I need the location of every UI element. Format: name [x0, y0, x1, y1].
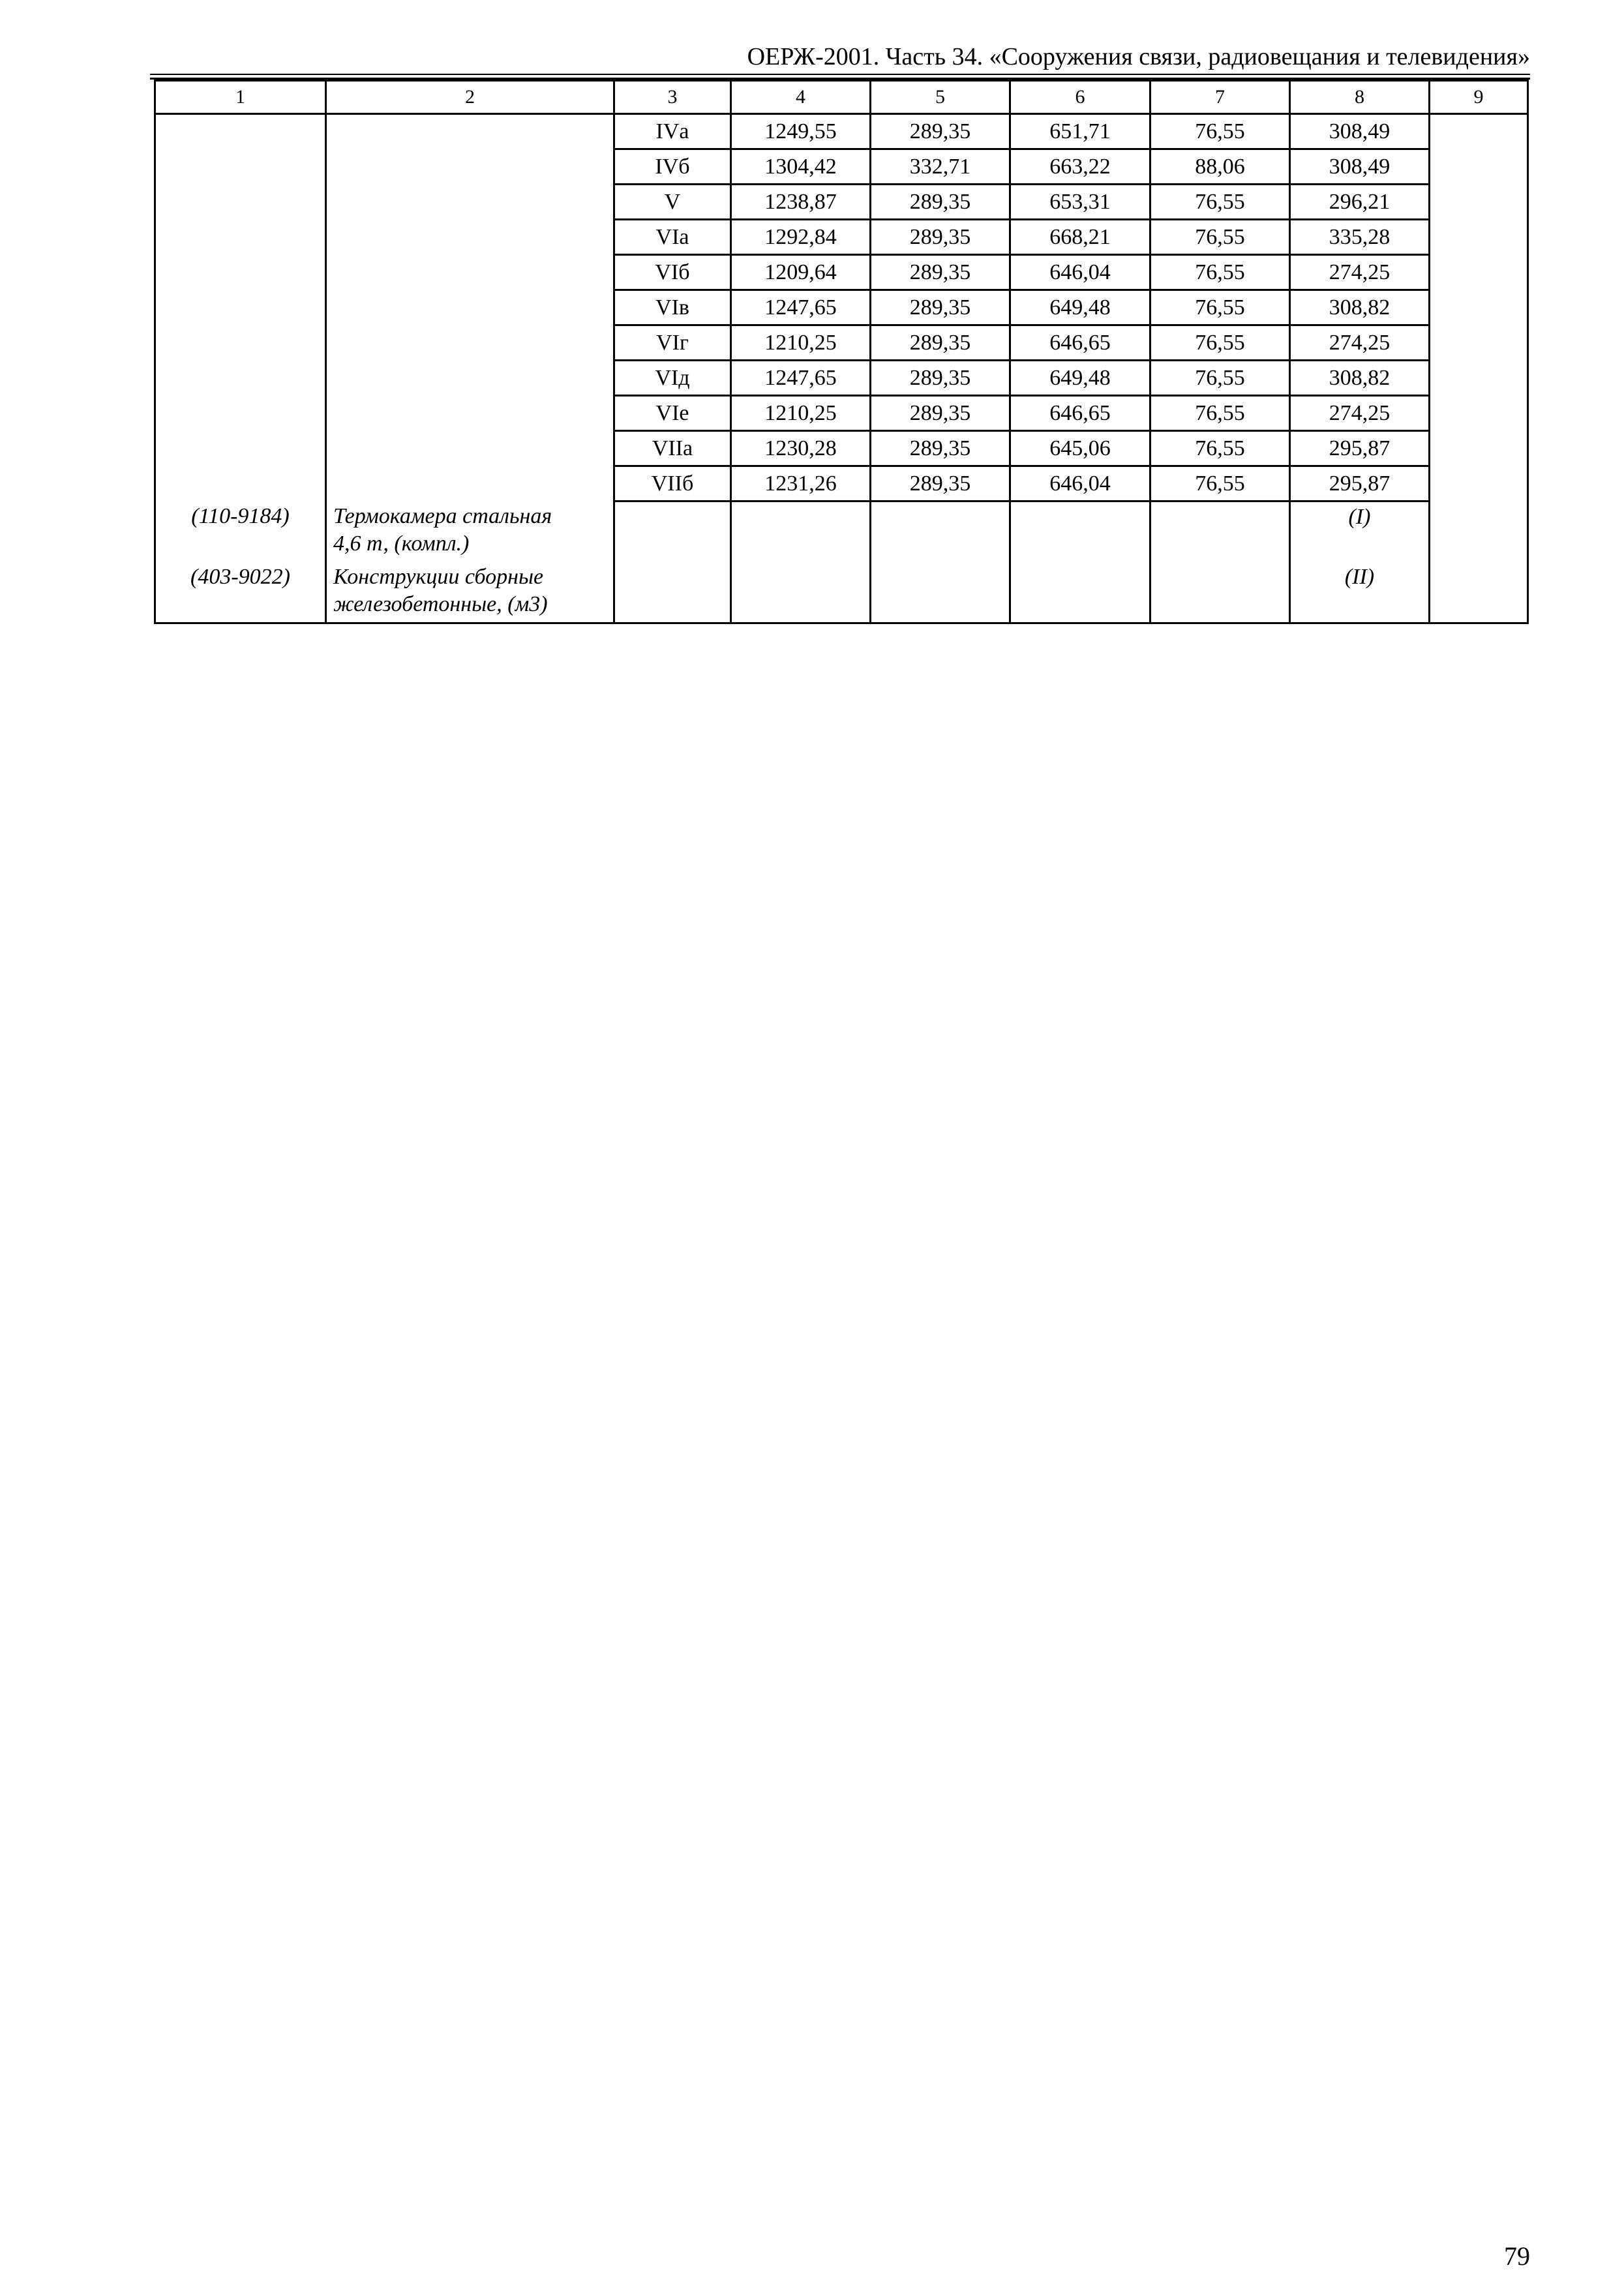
table-cell: 1210,25: [731, 396, 871, 431]
material-code: (403-9022): [155, 562, 326, 623]
table-cell: 335,28: [1290, 220, 1430, 255]
cell-name-empty: [326, 290, 614, 325]
cell-col9-empty: [1430, 396, 1528, 431]
cell-col9-empty: [1430, 290, 1528, 325]
table-row: [155, 431, 1528, 466]
cell-col9-empty: [1430, 255, 1528, 290]
table-row: [155, 396, 1528, 431]
cell-code-empty: [155, 466, 326, 501]
material-note: (I): [1290, 501, 1430, 563]
table-cell: VIе: [614, 396, 731, 431]
table-cell: 295,87: [1290, 431, 1430, 466]
cell-code-empty: [155, 114, 326, 149]
table-cell: 76,55: [1150, 361, 1290, 396]
table-cell: 289,35: [871, 185, 1010, 220]
cell-code-empty: [155, 325, 326, 361]
table-cell: VIг: [614, 325, 731, 361]
col-number-6: 6: [1010, 81, 1150, 114]
table-row: [155, 114, 1528, 149]
table-cell: 308,82: [1290, 290, 1430, 325]
table-cell: 289,35: [871, 325, 1010, 361]
table-cell: 289,35: [871, 290, 1010, 325]
table-cell: 646,65: [1010, 396, 1150, 431]
material-description-line: Термокамера стальная: [333, 503, 552, 528]
table-row: [155, 290, 1528, 325]
table-cell: VIа: [614, 220, 731, 255]
cell-name-empty: [326, 431, 614, 466]
cell-name-empty: [326, 361, 614, 396]
table-cell: 76,55: [1150, 431, 1290, 466]
table-cell: 1231,26: [731, 466, 871, 501]
table-cell: 274,25: [1290, 396, 1430, 431]
empty-cell: [1010, 562, 1150, 623]
cell-col9-empty: [1430, 431, 1528, 466]
cell-name-empty: [326, 255, 614, 290]
table-cell: 308,49: [1290, 149, 1430, 185]
material-description: [326, 501, 614, 563]
table-row: [155, 361, 1528, 396]
table-cell: 1292,84: [731, 220, 871, 255]
table-cell: 651,71: [1010, 114, 1150, 149]
table-cell: 76,55: [1150, 325, 1290, 361]
material-description-line: 4,6 т, (компл.): [333, 531, 470, 556]
table-cell: 76,55: [1150, 396, 1290, 431]
col-number-3: 3: [614, 81, 731, 114]
table-cell: 289,35: [871, 466, 1010, 501]
table-cell: 646,04: [1010, 255, 1150, 290]
table-cell: 274,25: [1290, 255, 1430, 290]
material-description-line: железобетонные, (м3): [333, 592, 548, 616]
table-cell: 289,35: [871, 255, 1010, 290]
table-cell: 1230,28: [731, 431, 871, 466]
cell-code-empty: [155, 361, 326, 396]
material-note: (II): [1290, 562, 1430, 623]
table-cell: 1247,65: [731, 361, 871, 396]
cell-name-empty: [326, 466, 614, 501]
table-cell: 76,55: [1150, 114, 1290, 149]
cell-name-empty: [326, 114, 614, 149]
table-cell: 296,21: [1290, 185, 1430, 220]
cell-col9-empty: [1430, 185, 1528, 220]
table-cell: 646,65: [1010, 325, 1150, 361]
cell-name-empty: [326, 396, 614, 431]
table-row: [155, 466, 1528, 501]
cell-name-empty: [326, 325, 614, 361]
table-cell: 663,22: [1010, 149, 1150, 185]
empty-cell: [871, 501, 1010, 563]
empty-cell: [1150, 501, 1290, 563]
empty-cell: [1150, 562, 1290, 623]
table-cell: 76,55: [1150, 290, 1290, 325]
column-number-row: [155, 81, 1528, 114]
table-cell: 668,21: [1010, 220, 1150, 255]
empty-cell: [731, 562, 871, 623]
table-row: [155, 185, 1528, 220]
table-cell: 1210,25: [731, 325, 871, 361]
table-cell: IVб: [614, 149, 731, 185]
col-number-4: 4: [731, 81, 871, 114]
cell-col9-empty: [1430, 149, 1528, 185]
table-cell: 332,71: [871, 149, 1010, 185]
empty-cell: [1430, 501, 1528, 563]
table-cell: 76,55: [1150, 466, 1290, 501]
cell-name-empty: [326, 185, 614, 220]
col-number-2: 2: [326, 81, 614, 114]
cell-code-empty: [155, 255, 326, 290]
col-number-1: 1: [155, 81, 326, 114]
table-cell: 1247,65: [731, 290, 871, 325]
col-number-7: 7: [1150, 81, 1290, 114]
table-cell: VIв: [614, 290, 731, 325]
empty-cell: [614, 501, 731, 563]
running-header: ОЕРЖ-2001. Часть 34. «Сооружения связи, радиовещания и телевидения»: [747, 43, 1530, 70]
page-number: 79: [1504, 2241, 1530, 2271]
empty-cell: [614, 562, 731, 623]
table-cell: 1209,64: [731, 255, 871, 290]
table-cell: 289,35: [871, 431, 1010, 466]
table-cell: 274,25: [1290, 325, 1430, 361]
material-row: [155, 562, 1528, 623]
cell-col9-empty: [1430, 361, 1528, 396]
cell-code-empty: [155, 220, 326, 255]
table-cell: VIIа: [614, 431, 731, 466]
table-cell: V: [614, 185, 731, 220]
table-cell: 76,55: [1150, 220, 1290, 255]
table-cell: 289,35: [871, 220, 1010, 255]
table-cell: 88,06: [1150, 149, 1290, 185]
table-cell: VIIб: [614, 466, 731, 501]
table-cell: 308,82: [1290, 361, 1430, 396]
cell-code-empty: [155, 290, 326, 325]
table-cell: 1304,42: [731, 149, 871, 185]
col-number-8: 8: [1290, 81, 1430, 114]
table-cell: 308,49: [1290, 114, 1430, 149]
empty-cell: [871, 562, 1010, 623]
table-row: [155, 255, 1528, 290]
col-number-9: 9: [1430, 81, 1528, 114]
table-cell: 649,48: [1010, 361, 1150, 396]
table-cell: 76,55: [1150, 185, 1290, 220]
material-row: [155, 501, 1528, 563]
col-number-5: 5: [871, 81, 1010, 114]
table-row: [155, 325, 1528, 361]
header-rule-thin: [150, 74, 1530, 75]
table-cell: IVа: [614, 114, 731, 149]
table-cell: 1238,87: [731, 185, 871, 220]
table-cell: 289,35: [871, 396, 1010, 431]
cell-code-empty: [155, 185, 326, 220]
cell-col9-empty: [1430, 466, 1528, 501]
rates-table: [154, 80, 1529, 624]
material-code: (110-9184): [155, 501, 326, 563]
table-cell: 289,35: [871, 361, 1010, 396]
table-row: [155, 220, 1528, 255]
cell-code-empty: [155, 149, 326, 185]
table-cell: VIд: [614, 361, 731, 396]
empty-cell: [1430, 562, 1528, 623]
cell-col9-empty: [1430, 220, 1528, 255]
table-cell: 645,06: [1010, 431, 1150, 466]
table-cell: 289,35: [871, 114, 1010, 149]
table-row: [155, 149, 1528, 185]
cell-col9-empty: [1430, 114, 1528, 149]
cell-name-empty: [326, 149, 614, 185]
material-description-line: Конструкции сборные: [333, 565, 544, 589]
table-cell: 295,87: [1290, 466, 1430, 501]
cell-code-empty: [155, 431, 326, 466]
cell-col9-empty: [1430, 325, 1528, 361]
table-cell: 76,55: [1150, 255, 1290, 290]
table-cell: 1249,55: [731, 114, 871, 149]
empty-cell: [1010, 501, 1150, 563]
table-cell: VIб: [614, 255, 731, 290]
cell-code-empty: [155, 396, 326, 431]
material-description: [326, 562, 614, 623]
table-cell: 649,48: [1010, 290, 1150, 325]
table-cell: 653,31: [1010, 185, 1150, 220]
cell-name-empty: [326, 220, 614, 255]
empty-cell: [731, 501, 871, 563]
table-cell: 646,04: [1010, 466, 1150, 501]
